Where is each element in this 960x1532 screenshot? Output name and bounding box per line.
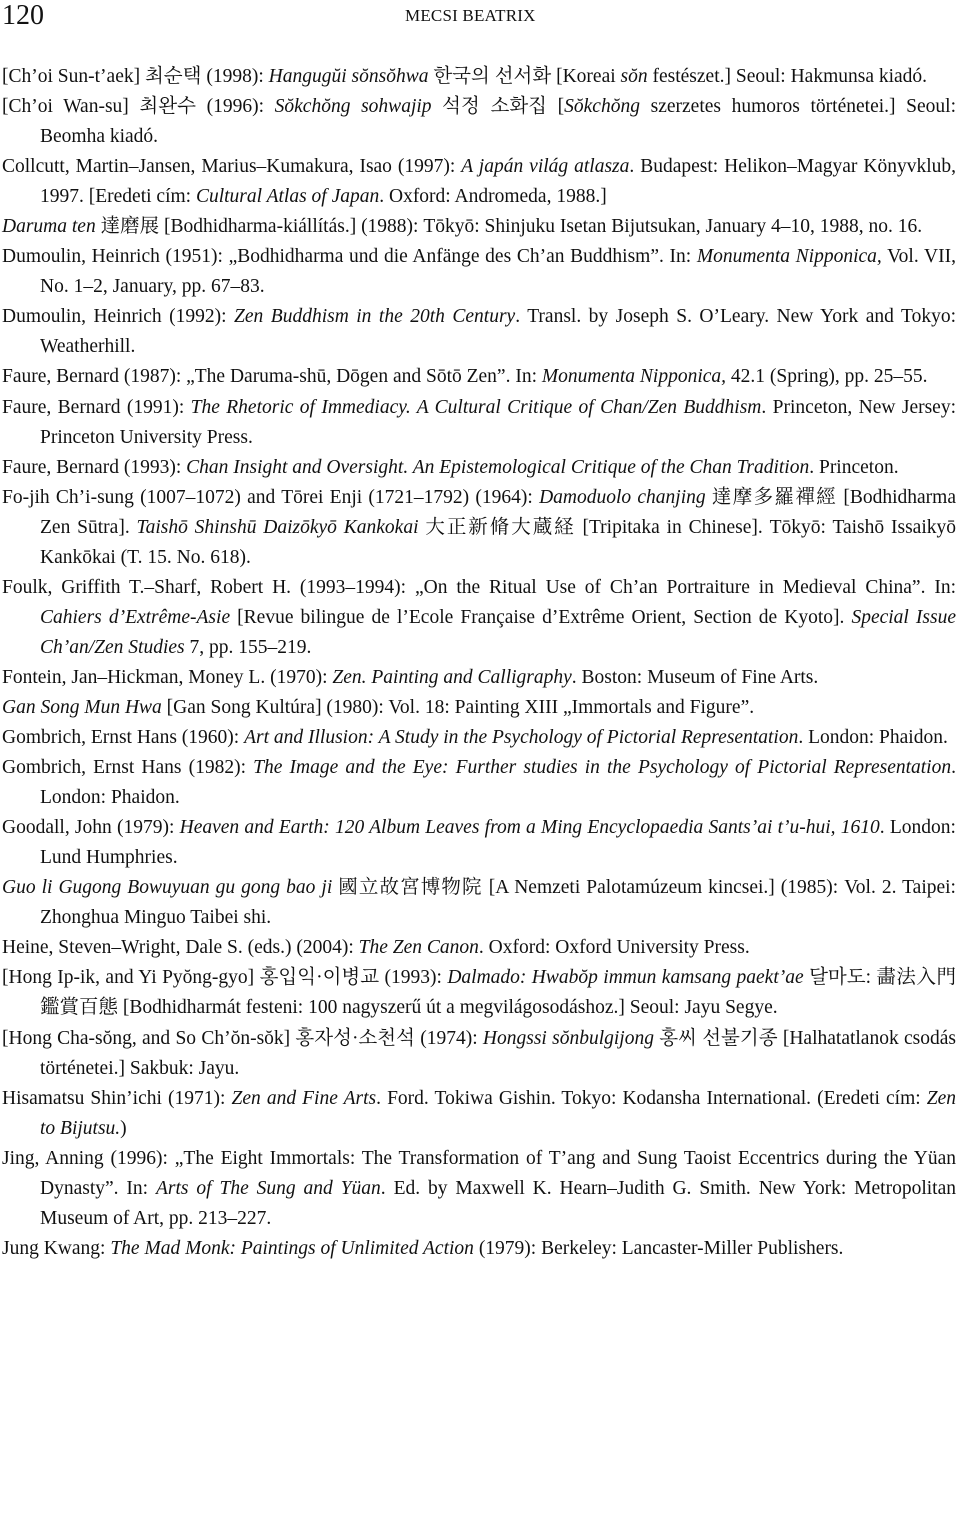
running-head: MECSI BEATRIX — [405, 6, 536, 25]
italic-title-segment: Monumenta Nipponica, — [696, 246, 882, 268]
text-segment: Dumoulin, Heinrich (1992): — [2, 306, 235, 328]
italic-title-segment: Special Issue Ch’an/Zen Studies — [40, 606, 956, 658]
text-segment: Jing, Anning (1996): „The Eight Immortals: The Transformation of T’ang and Sung Taoist Eccentrics during the Yüan Dynasty”. In: — [2, 1147, 956, 1199]
italic-title-segment: The Image and the Eye: Further studies in the Psychology of Pictorial Representation — [253, 757, 952, 779]
italic-title-segment: Cultural Atlas of Japan — [195, 186, 380, 208]
bibliography-entry — [2, 963, 956, 1023]
text-segment: [Revue bilingue de l’Ecole Française d’Extrême Orient, Section de Kyoto]. — [230, 606, 852, 628]
bibliography-entry — [2, 242, 956, 302]
text-segment: Faure, Bernard (1991): — [2, 396, 191, 418]
text-segment: festészet.] Seoul: Hakmunsa kiadó. — [647, 66, 928, 87]
text-segment: [Ch’oi Sun-t’aek] 최순택 (1998): — [2, 66, 269, 87]
bibliography-entry — [2, 1084, 956, 1144]
text-segment: szerzetes humoros történetei.] Seoul: Beomha kiadó. — [40, 96, 956, 148]
italic-title-segment: A japán világ atlasza — [461, 156, 630, 178]
italic-title-segment: Hangugŭi sŏnsŏhwa — [268, 66, 429, 87]
italic-title-segment: Guo li Gugong Bowuyuan gu gong bao ji — [2, 877, 333, 899]
italic-title-segment: Dalmado: Hwabŏp immun kamsang paekt’ae — [447, 967, 804, 989]
bibliography-entry — [2, 362, 956, 392]
text-segment: . Ford. Tokiwa Gishin. Tokyo: Kodansha International. (Eredeti cím: — [376, 1087, 927, 1109]
text-segment: . London: Phaidon. — [798, 727, 948, 749]
text-segment: [Gan Song Kultúra] (1980): Vol. 18: Painting XIII „Immortals and Figure”. — [161, 696, 755, 718]
italic-title-segment: Cahiers d’Extrême-Asie — [40, 606, 231, 628]
text-segment: 홍씨 선불기종 [Halhatatlanok csodás történetei.] Sakbuk: Jayu. — [40, 1027, 956, 1079]
italic-title-segment: Chan Insight and Oversight. An Epistemological Critique of the Chan Tradition — [186, 456, 810, 478]
text-segment: Gombrich, Ernst Hans (1960): — [2, 727, 245, 749]
italic-title-segment: Heaven and Earth: 120 Album Leaves from a Ming Encyclopaedia Sants’ai t’u-hui, 1610 — [179, 817, 880, 839]
text-segment: 大正新脩大蔵経 [Tripitaka in Chinese]. Tōkyō: Taishō Issaikyō Kankōkai (T. 15. No. 618). — [40, 516, 956, 568]
bibliography-entry — [2, 453, 956, 483]
text-segment: (1979): Berkeley: Lancaster-Miller Publishers. — [473, 1237, 844, 1259]
text-segment: . Transl. by Joseph S. O’Leary. New York and Tokyo: Weatherhill. — [40, 306, 956, 358]
italic-title-segment: Gan Song Mun Hwa — [2, 696, 162, 718]
italic-title-segment: The Mad Monk: Paintings of Unlimited Action — [110, 1237, 474, 1259]
page-number: 120 — [2, 0, 44, 31]
text-segment: . Princeton. — [809, 456, 899, 478]
bibliography-entry — [2, 212, 956, 242]
italic-title-segment: sŏn — [620, 66, 648, 87]
italic-title-segment: Damoduolo chanjing — [539, 486, 706, 508]
text-segment: 달마도: 畵法入門 鑑賞百態 [Bodhidharmát festeni: 100 nagyszerű út a megvilágosodáshoz.] Seoul: Jayu Segye. — [40, 967, 956, 1019]
italic-title-segment: Zen to Bijutsu. — [40, 1087, 956, 1139]
text-segment: Vol. VII, No. 1–2, January, pp. 67–83. — [40, 246, 956, 298]
page-header — [0, 0, 960, 40]
text-segment: . Oxford: Andromeda, 1988.] — [379, 186, 607, 208]
bibliography-entry — [2, 302, 956, 362]
text-segment: 國立故宮博物院 [A Nemzeti Palotamúzeum kincsei.] (1985): Vol. 2. Taipei: Zhonghua Minguo Taibei shi. — [40, 877, 956, 929]
text-segment: 達磨展 [Bodhidharma-kiállítás.] (1988): Tōkyō: Shinjuku Isetan Bijutsukan, January 4–10, 1988, no. 16. — [95, 216, 923, 238]
italic-title-segment: Zen. Painting and Calligraphy — [332, 666, 572, 688]
text-segment: Fo-jih Ch’i-sung (1007–1072) and Tōrei Enji (1721–1792) (1964): — [2, 486, 540, 508]
text-segment: Heine, Steven–Wright, Dale S. (eds.) (2004): — [2, 937, 359, 959]
bibliography-entry — [2, 753, 956, 813]
italic-title-segment: Hongssi sŏnbulgijong — [482, 1027, 654, 1049]
text-segment: Hisamatsu Shin’ichi (1971): — [2, 1087, 232, 1109]
text-segment: . London: Phaidon. — [40, 757, 956, 809]
bibliography-entry — [2, 62, 956, 92]
bibliography-entry — [2, 723, 956, 753]
text-segment: Fontein, Jan–Hickman, Money L. (1970): — [2, 666, 333, 688]
bibliography-entry — [2, 393, 956, 453]
italic-title-segment: Zen Buddhism in the 20th Century — [234, 306, 516, 328]
bibliography-entry — [2, 1024, 956, 1084]
bibliography-entry — [2, 1234, 956, 1264]
text-segment: 한국의 선서화 [Koreai — [428, 66, 621, 87]
text-segment: . London: Lund Humphries. — [40, 817, 956, 869]
italic-title-segment: Art and Illusion: A Study in the Psychology of Pictorial Representation — [244, 727, 799, 749]
italic-title-segment: Daruma ten — [2, 216, 96, 238]
text-segment: 達摩多羅禪經 [Bodhidharma Zen Sūtra]. — [40, 486, 957, 538]
bibliography-entry — [2, 483, 956, 573]
italic-title-segment: Zen and Fine Arts — [231, 1087, 377, 1109]
text-segment: Faure, Bernard (1993): — [2, 456, 187, 478]
bibliography-list — [2, 62, 956, 1264]
text-segment: Collcutt, Martin–Jansen, Marius–Kumakura, Isao (1997): — [2, 156, 462, 178]
text-segment: Gombrich, Ernst Hans (1982): — [2, 757, 254, 779]
italic-title-segment: Arts of The Sung and Yüan — [156, 1177, 381, 1199]
italic-title-segment: Taishō Shinshū Daizōkyō Kankokai — [136, 516, 419, 538]
text-segment: . Budapest: Helikon–Magyar Könyvklub, 1997. [Eredeti cím: — [40, 156, 956, 208]
bibliography-entry — [2, 152, 956, 212]
bibliography-entry — [2, 1144, 956, 1234]
text-segment: Foulk, Griffith T.–Sharf, Robert H. (1993–1994): „On the Ritual Use of Ch’an Portraiture in Medieval China”. In: — [2, 576, 956, 598]
text-segment: Jung Kwang: — [2, 1237, 111, 1259]
bibliography-entry — [2, 873, 956, 933]
bibliography-entry — [2, 693, 956, 723]
italic-title-segment: The Zen Canon — [358, 937, 479, 959]
text-segment: 석정 소화집 [ — [431, 96, 565, 118]
text-segment: [Hong Cha-sŏng, and So Ch’ŏn-sŏk] 홍자성·소천석 (1974): — [2, 1027, 483, 1049]
bibliography-entry — [2, 573, 956, 663]
text-segment: . Boston: Museum of Fine Arts. — [571, 666, 819, 688]
bibliography-entry — [2, 813, 956, 873]
bibliography-entry — [2, 933, 956, 963]
text-segment: 42.1 (Spring), pp. 25–55. — [726, 366, 928, 388]
italic-title-segment: The Rhetoric of Immediacy. A Cultural Critique of Chan/Zen Buddhism — [190, 396, 762, 418]
text-segment: 7, pp. 155–219. — [184, 636, 312, 658]
italic-title-segment: Monumenta Nipponica, — [541, 366, 727, 388]
text-segment: [Hong Ip-ik, and Yi Pyŏng-gyo] 홍입익·이병교 (1993): — [2, 967, 448, 989]
text-segment: . Oxford: Oxford University Press. — [478, 937, 750, 959]
bibliography-entry — [2, 663, 956, 693]
text-segment: Goodall, John (1979): — [2, 817, 180, 839]
text-segment: Dumoulin, Heinrich (1951): „Bodhidharma und die Anfänge des Ch’an Buddhism”. In: — [2, 246, 697, 268]
italic-title-segment: Sŏkchŏng — [564, 96, 640, 118]
text-segment: . Ed. by Maxwell K. Hearn–Judith G. Smith. New York: Metropolitan Museum of Art, pp. 213–227. — [40, 1177, 956, 1229]
bibliography-entry — [2, 92, 956, 152]
text-segment: . Princeton, New Jersey: Princeton University Press. — [40, 396, 957, 448]
text-segment: [Ch’oi Wan-su] 최완수 (1996): — [2, 96, 275, 118]
text-segment: ) — [120, 1117, 127, 1139]
italic-title-segment: Sŏkchŏng sohwajip — [274, 96, 432, 118]
text-segment: Faure, Bernard (1987): „The Daruma-shū, Dōgen and Sōtō Zen”. In: — [2, 366, 542, 388]
